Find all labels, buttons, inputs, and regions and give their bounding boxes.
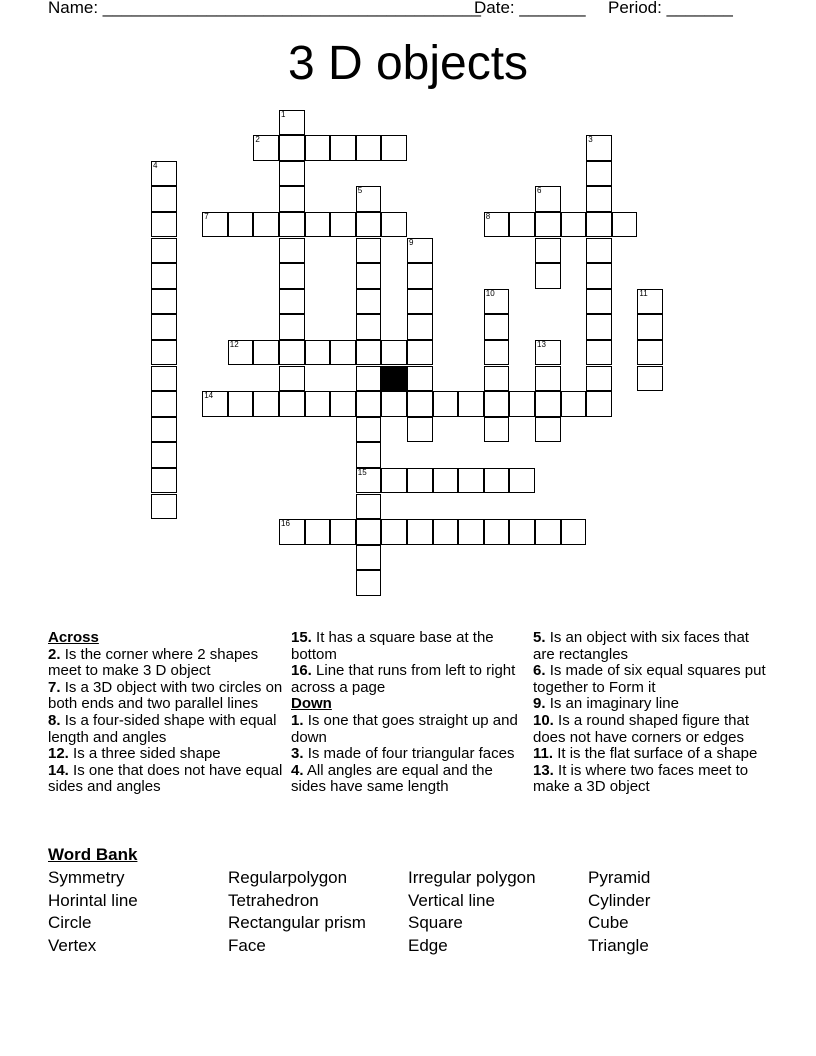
crossword-cell[interactable] [356, 417, 382, 443]
crossword-cell[interactable] [509, 391, 535, 417]
period-field[interactable]: Period: _______ [608, 0, 733, 17]
crossword-cell[interactable] [279, 263, 305, 289]
crossword-cell[interactable] [381, 212, 407, 238]
word-bank-item: Triangle [588, 936, 649, 955]
crossword-cell[interactable] [381, 135, 407, 161]
crossword-cell[interactable] [484, 340, 510, 366]
crossword-cell[interactable] [586, 238, 612, 264]
crossword-cell[interactable] [458, 391, 484, 417]
crossword-cell[interactable] [535, 391, 561, 417]
word-bank-item: Face [228, 936, 266, 955]
crossword-cell[interactable] [228, 391, 254, 417]
word-bank-item: Symmetry [48, 868, 125, 887]
crossword-cell[interactable] [279, 238, 305, 264]
date-field[interactable]: Date: _______ [474, 0, 586, 17]
crossword-cell[interactable] [535, 519, 561, 545]
clue-number: 16 [281, 519, 290, 529]
crossword-cell[interactable] [535, 366, 561, 392]
name-field[interactable]: Name: ________________________________________ [48, 0, 481, 17]
crossword-cell[interactable] [356, 519, 382, 545]
word-bank-item: Irregular polygon [408, 868, 536, 887]
clue-number: 6 [537, 186, 542, 196]
crossword-cell[interactable] [356, 340, 382, 366]
clue-number: 11 [639, 288, 648, 298]
crossword-cell[interactable] [279, 212, 305, 238]
crossword-cell[interactable] [151, 366, 177, 392]
crossword-cell[interactable] [433, 519, 459, 545]
clue-number: 10 [485, 288, 495, 298]
crossword-cell[interactable] [279, 314, 305, 340]
crossword-cell[interactable] [330, 135, 356, 161]
crossword-cell[interactable] [253, 135, 279, 161]
clue-down-13: 13. It is where two faces meet to make a 3D object [533, 761, 749, 796]
clue-number: 4 [153, 160, 158, 170]
crossword-cell[interactable] [356, 494, 382, 520]
crossword-cell[interactable] [381, 391, 407, 417]
crossword-cell[interactable] [151, 186, 177, 212]
crossword-cell[interactable] [151, 238, 177, 264]
clue-number: 9 [409, 237, 414, 247]
crossword-cell[interactable] [228, 212, 254, 238]
crossword-cell[interactable] [407, 340, 433, 366]
clue-number: 14 [204, 391, 214, 401]
crossword-cell[interactable] [407, 366, 433, 392]
crossword-cell[interactable] [305, 135, 331, 161]
word-bank-item: Vertical line [408, 891, 495, 910]
crossword-cell[interactable] [637, 289, 663, 315]
clue-across-8: 8. Is a four-sided shape with equal length and angles [48, 711, 277, 746]
crossword-cell[interactable] [484, 366, 510, 392]
page-title: 3 D objects [287, 37, 529, 90]
crossword-cell[interactable] [586, 314, 612, 340]
word-bank-item: Cylinder [588, 891, 651, 910]
crossword-cell[interactable] [253, 340, 279, 366]
crossword-cell[interactable] [561, 391, 587, 417]
crossword-cell[interactable] [458, 468, 484, 494]
crossword-cell[interactable] [637, 366, 663, 392]
crossword-cell[interactable] [484, 314, 510, 340]
crossword-cell[interactable] [356, 289, 382, 315]
clues-column-1 [48, 630, 284, 796]
crossword-cell[interactable] [151, 263, 177, 289]
clue-down-5: 5. Is an object with six faces that are rectangles [533, 629, 749, 663]
clue-number: 3 [588, 135, 593, 145]
crossword-cell[interactable] [330, 340, 356, 366]
crossword-cell[interactable] [279, 186, 305, 212]
word-bank-item: Horintal line [48, 891, 138, 910]
clue-number: 7 [204, 211, 209, 221]
word-bank-title: Word Bank [48, 845, 138, 864]
word-bank-item: Circle [48, 913, 92, 932]
clue-down-4: 4. All angles are equal and the sides have same length [291, 761, 493, 796]
crossword-cell[interactable] [253, 391, 279, 417]
crossword-cell[interactable] [356, 314, 382, 340]
crossword-cell[interactable] [279, 391, 305, 417]
word-bank-item: Rectangular prism [228, 913, 366, 932]
crossword-black-cell [381, 366, 407, 392]
crossword-cell[interactable] [279, 289, 305, 315]
crossword-cell[interactable] [381, 340, 407, 366]
crossword-cell[interactable] [356, 212, 382, 238]
crossword-cell[interactable] [279, 340, 305, 366]
crossword-cell[interactable] [330, 212, 356, 238]
clue-number: 1 [281, 109, 286, 119]
clue-down-3: 3. Is made of four triangular faces [291, 745, 515, 763]
clue-across-16: 16. Line that runs from left to right across a page [291, 662, 516, 696]
crossword-cell[interactable] [509, 519, 535, 545]
clue-number: 15 [357, 467, 367, 477]
clue-down-1: 1. Is one that goes straight up and down [291, 711, 518, 746]
crossword-cell[interactable] [356, 238, 382, 264]
crossword-cell[interactable] [151, 314, 177, 340]
down-heading: Down [291, 695, 332, 713]
crossword-cell[interactable] [151, 289, 177, 315]
crossword-cell[interactable] [561, 519, 587, 545]
word-bank-item: Regularpolygon [228, 868, 348, 887]
crossword-cell[interactable] [151, 391, 177, 417]
clue-down-9: 9. Is an imaginary line [533, 695, 679, 713]
crossword-cell[interactable] [151, 212, 177, 238]
crossword-cell[interactable] [356, 442, 382, 468]
crossword-cell[interactable] [279, 519, 305, 545]
crossword-cell[interactable] [151, 161, 177, 187]
crossword-cell[interactable] [151, 442, 177, 468]
crossword-cell[interactable] [407, 238, 433, 264]
crossword-cell[interactable] [637, 314, 663, 340]
crossword-cell[interactable] [279, 135, 305, 161]
crossword-cell[interactable] [535, 238, 561, 264]
clue-number: 2 [255, 135, 260, 145]
crossword-cell[interactable] [586, 161, 612, 187]
crossword-cell[interactable] [279, 161, 305, 187]
crossword-cell[interactable] [484, 519, 510, 545]
crossword-cell[interactable] [356, 391, 382, 417]
crossword-cell[interactable] [305, 391, 331, 417]
crossword-cell[interactable] [586, 391, 612, 417]
clue-across-2: 2. Is the corner where 2 shapes meet to make 3 D object [48, 645, 259, 680]
clue-number: 8 [485, 211, 491, 221]
crossword-cell[interactable] [586, 212, 612, 238]
crossword-cell[interactable] [279, 366, 305, 392]
crossword-cell[interactable] [356, 468, 382, 494]
crossword-cell[interactable] [305, 519, 331, 545]
crossword-cell[interactable] [253, 212, 279, 238]
word-bank-item: Pyramid [588, 868, 651, 887]
crossword-cell[interactable] [151, 340, 177, 366]
crossword-cell[interactable] [535, 212, 561, 238]
crossword-cell[interactable] [202, 391, 228, 417]
crossword-cell[interactable] [484, 468, 510, 494]
crossword-cell[interactable] [509, 468, 535, 494]
crossword-cell[interactable] [356, 186, 382, 212]
clue-across-12: 12. Is a three sided shape [48, 745, 221, 763]
crossword-cell[interactable] [561, 212, 587, 238]
crossword-cell[interactable] [305, 340, 331, 366]
word-bank-item: Edge [408, 936, 448, 955]
crossword-cell[interactable] [356, 545, 382, 571]
crossword-cell[interactable] [637, 340, 663, 366]
clue-number: 13 [537, 339, 546, 349]
clues-column-3 [533, 630, 769, 796]
crossword-cell[interactable] [535, 186, 561, 212]
crossword-cell[interactable] [484, 417, 510, 443]
clue-across-14: 14. Is one that does not have equal sides and angles [48, 761, 283, 796]
crossword-cell[interactable] [586, 340, 612, 366]
crossword-cell[interactable] [586, 366, 612, 392]
clue-down-10: 10. Is a round shaped figure that does not have corners or edges [533, 711, 749, 746]
crossword-cell[interactable] [407, 468, 433, 494]
crossword-cell[interactable] [381, 468, 407, 494]
clue-across-7: 7. Is a 3D object with two circles on both ends and two parallel lines [48, 678, 283, 713]
crossword-cell[interactable] [484, 212, 510, 238]
crossword-cell[interactable] [484, 289, 510, 315]
clues-column-2 [291, 630, 523, 796]
crossword-cell[interactable] [356, 135, 382, 161]
crossword-cell[interactable] [535, 417, 561, 443]
clue-number: 12 [229, 339, 239, 349]
crossword-cell[interactable] [356, 263, 382, 289]
across-heading: Across [48, 629, 99, 646]
clue-across-15: 15. It has a square base at the bottom [291, 629, 494, 663]
crossword-cell[interactable] [407, 519, 433, 545]
crossword-cell[interactable] [586, 263, 612, 289]
crossword-cell[interactable] [484, 391, 510, 417]
crossword-cell[interactable] [228, 340, 254, 366]
crossword-cell[interactable] [458, 519, 484, 545]
crossword-cell[interactable] [151, 417, 177, 443]
crossword-cell[interactable] [202, 212, 228, 238]
crossword-cell[interactable] [407, 289, 433, 315]
crossword-cell[interactable] [407, 263, 433, 289]
crossword-cell[interactable] [407, 314, 433, 340]
crossword-cell[interactable] [433, 391, 459, 417]
crossword-cell[interactable] [535, 340, 561, 366]
crossword-cell[interactable] [407, 391, 433, 417]
crossword-cell[interactable] [330, 519, 356, 545]
crossword-cell[interactable] [305, 212, 331, 238]
crossword-cell[interactable] [586, 289, 612, 315]
crossword-cell[interactable] [151, 494, 177, 520]
crossword-cell[interactable] [535, 263, 561, 289]
word-bank-item: Vertex [48, 936, 97, 955]
crossword-cell[interactable] [586, 186, 612, 212]
crossword-cell[interactable] [279, 110, 305, 136]
crossword-cell[interactable] [151, 468, 177, 494]
word-bank-item: Square [408, 913, 463, 932]
crossword-cell[interactable] [356, 366, 382, 392]
crossword-cell[interactable] [509, 212, 535, 238]
crossword-cell[interactable] [586, 135, 612, 161]
crossword-cell[interactable] [407, 417, 433, 443]
clue-down-11: 11. It is the flat surface of a shape [533, 745, 758, 763]
word-bank-item: Cube [588, 913, 629, 932]
word-bank-item: Tetrahedron [228, 891, 319, 910]
crossword-cell[interactable] [330, 391, 356, 417]
crossword-cell[interactable] [433, 468, 459, 494]
crossword-cell[interactable] [381, 519, 407, 545]
crossword-cell[interactable] [612, 212, 638, 238]
clue-down-6: 6. Is made of six equal squares put together to Form it [533, 662, 766, 696]
clue-number: 5 [357, 186, 363, 196]
crossword-cell[interactable] [356, 570, 382, 596]
